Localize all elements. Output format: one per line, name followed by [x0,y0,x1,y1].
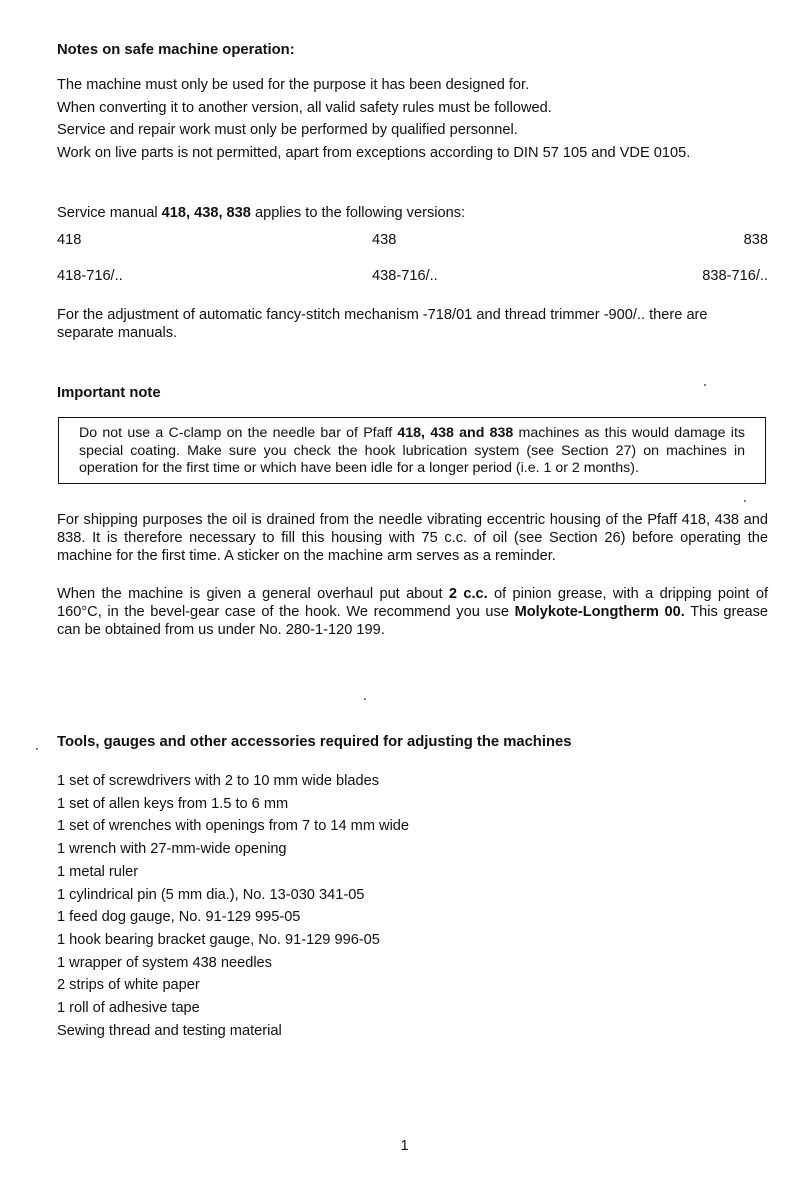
tool-item: 1 hook bearing bracket gauge, No. 91-129 996-05 [57,931,380,948]
overhaul-text: When the machine is given a general overhaul put about [57,586,449,602]
overhaul-text: This grease can be obtained from us under No. 280-1-120 199. [57,604,769,638]
safe-operation-notes [57,74,769,164]
tool-item: 1 wrench with 27-mm-wide opening [57,841,287,858]
safe-note: Service and repair work must only be performed by qualified personnel. [57,122,518,138]
tool-item: 1 metal ruler [57,863,139,880]
overhaul-paragraph [57,585,768,639]
tool-item: 1 wrapper of system 438 needles [57,954,272,971]
separate-manuals-note: For the adjustment of automatic fancy-stitch mechanism -718/01 and thread trimmer -900/.. there are separate manuals. [57,307,708,341]
box-text-pre: Do not use a C-clamp on the needle bar of Pfaff [79,425,398,441]
overhaul-amount: 2 c.c. [448,586,488,602]
box-text-post: machines as this would damage its special coating. Make sure you check the hook lubrication system (see Section 27) on machines in operation for the first time or which have been idle for a longer period (i.e. 1 or 2 months). [79,425,745,476]
safe-note: When converting it to another version, all valid safety rules must be followed. [57,99,552,116]
page-number: 1 [400,1138,409,1154]
safe-note: The machine must only be used for the purpose it has been designed for. [57,77,530,93]
grease-product: Molykote-Longtherm 00. [514,604,685,620]
important-note-heading: Important note [57,385,161,401]
versions-row [57,232,768,254]
tool-item: 1 set of wrenches with openings from 7 to 14 mm wide [57,818,410,835]
tool-item: 1 cylindrical pin (5 mm dia.), No. 13-030 341-05 [57,886,365,903]
safe-note: Work on live parts is not permitted, apart from exceptions according to DIN 57 105 and VDE 0105. [57,144,691,161]
scan-speck [744,500,746,502]
version-cell: 418 [57,232,82,248]
overhaul-text: of pinion grease, with a dripping point of 160°C, in the bevel-gear case of the hook. We recommend you use [57,586,768,620]
tool-item: Sewing thread and testing material [57,1022,282,1039]
important-note-box [58,417,766,484]
version-cell: 838-716/.. [702,268,768,284]
applies-sentence [57,202,769,225]
tool-item: 1 set of screwdrivers with 2 to 10 mm wide blades [57,773,380,789]
box-models: 418, 438 and 838 [397,425,514,441]
applies-models: 418, 438, 838 [161,205,251,221]
applies-post: applies to the following versions: [250,205,466,221]
version-cell: 438-716/.. [372,268,438,284]
version-cell: 418-716/.. [57,268,123,284]
versions-row [57,268,768,290]
tools-heading: Tools, gauges and other accessories required for adjusting the machines [57,734,572,750]
tool-item: 1 feed dog gauge, No. 91-129 995-05 [57,909,301,926]
tools-list [57,770,769,1042]
tool-item: 1 set of allen keys from 1.5 to 6 mm [57,795,289,812]
tool-item: 2 strips of white paper [57,977,200,994]
scan-speck [704,384,706,386]
applies-pre: Service manual [57,205,162,221]
shipping-paragraph: For shipping purposes the oil is drained from the needle vibrating eccentric housing of the Pfaff 418, 438 and 838. It is therefore necessary to fill this housing with 75 c.c. of oil (see Section 26) before operating the machine for the first time. A sticker on the machine arm serves as a reminder. [57,512,768,564]
tool-item: 1 roll of adhesive tape [57,1000,200,1017]
safe-operation-heading: Notes on safe machine operation: [57,42,295,58]
version-cell: 838 [743,232,768,248]
version-cell: 438 [372,232,397,248]
scan-speck [36,748,38,750]
scan-speck [364,698,366,700]
